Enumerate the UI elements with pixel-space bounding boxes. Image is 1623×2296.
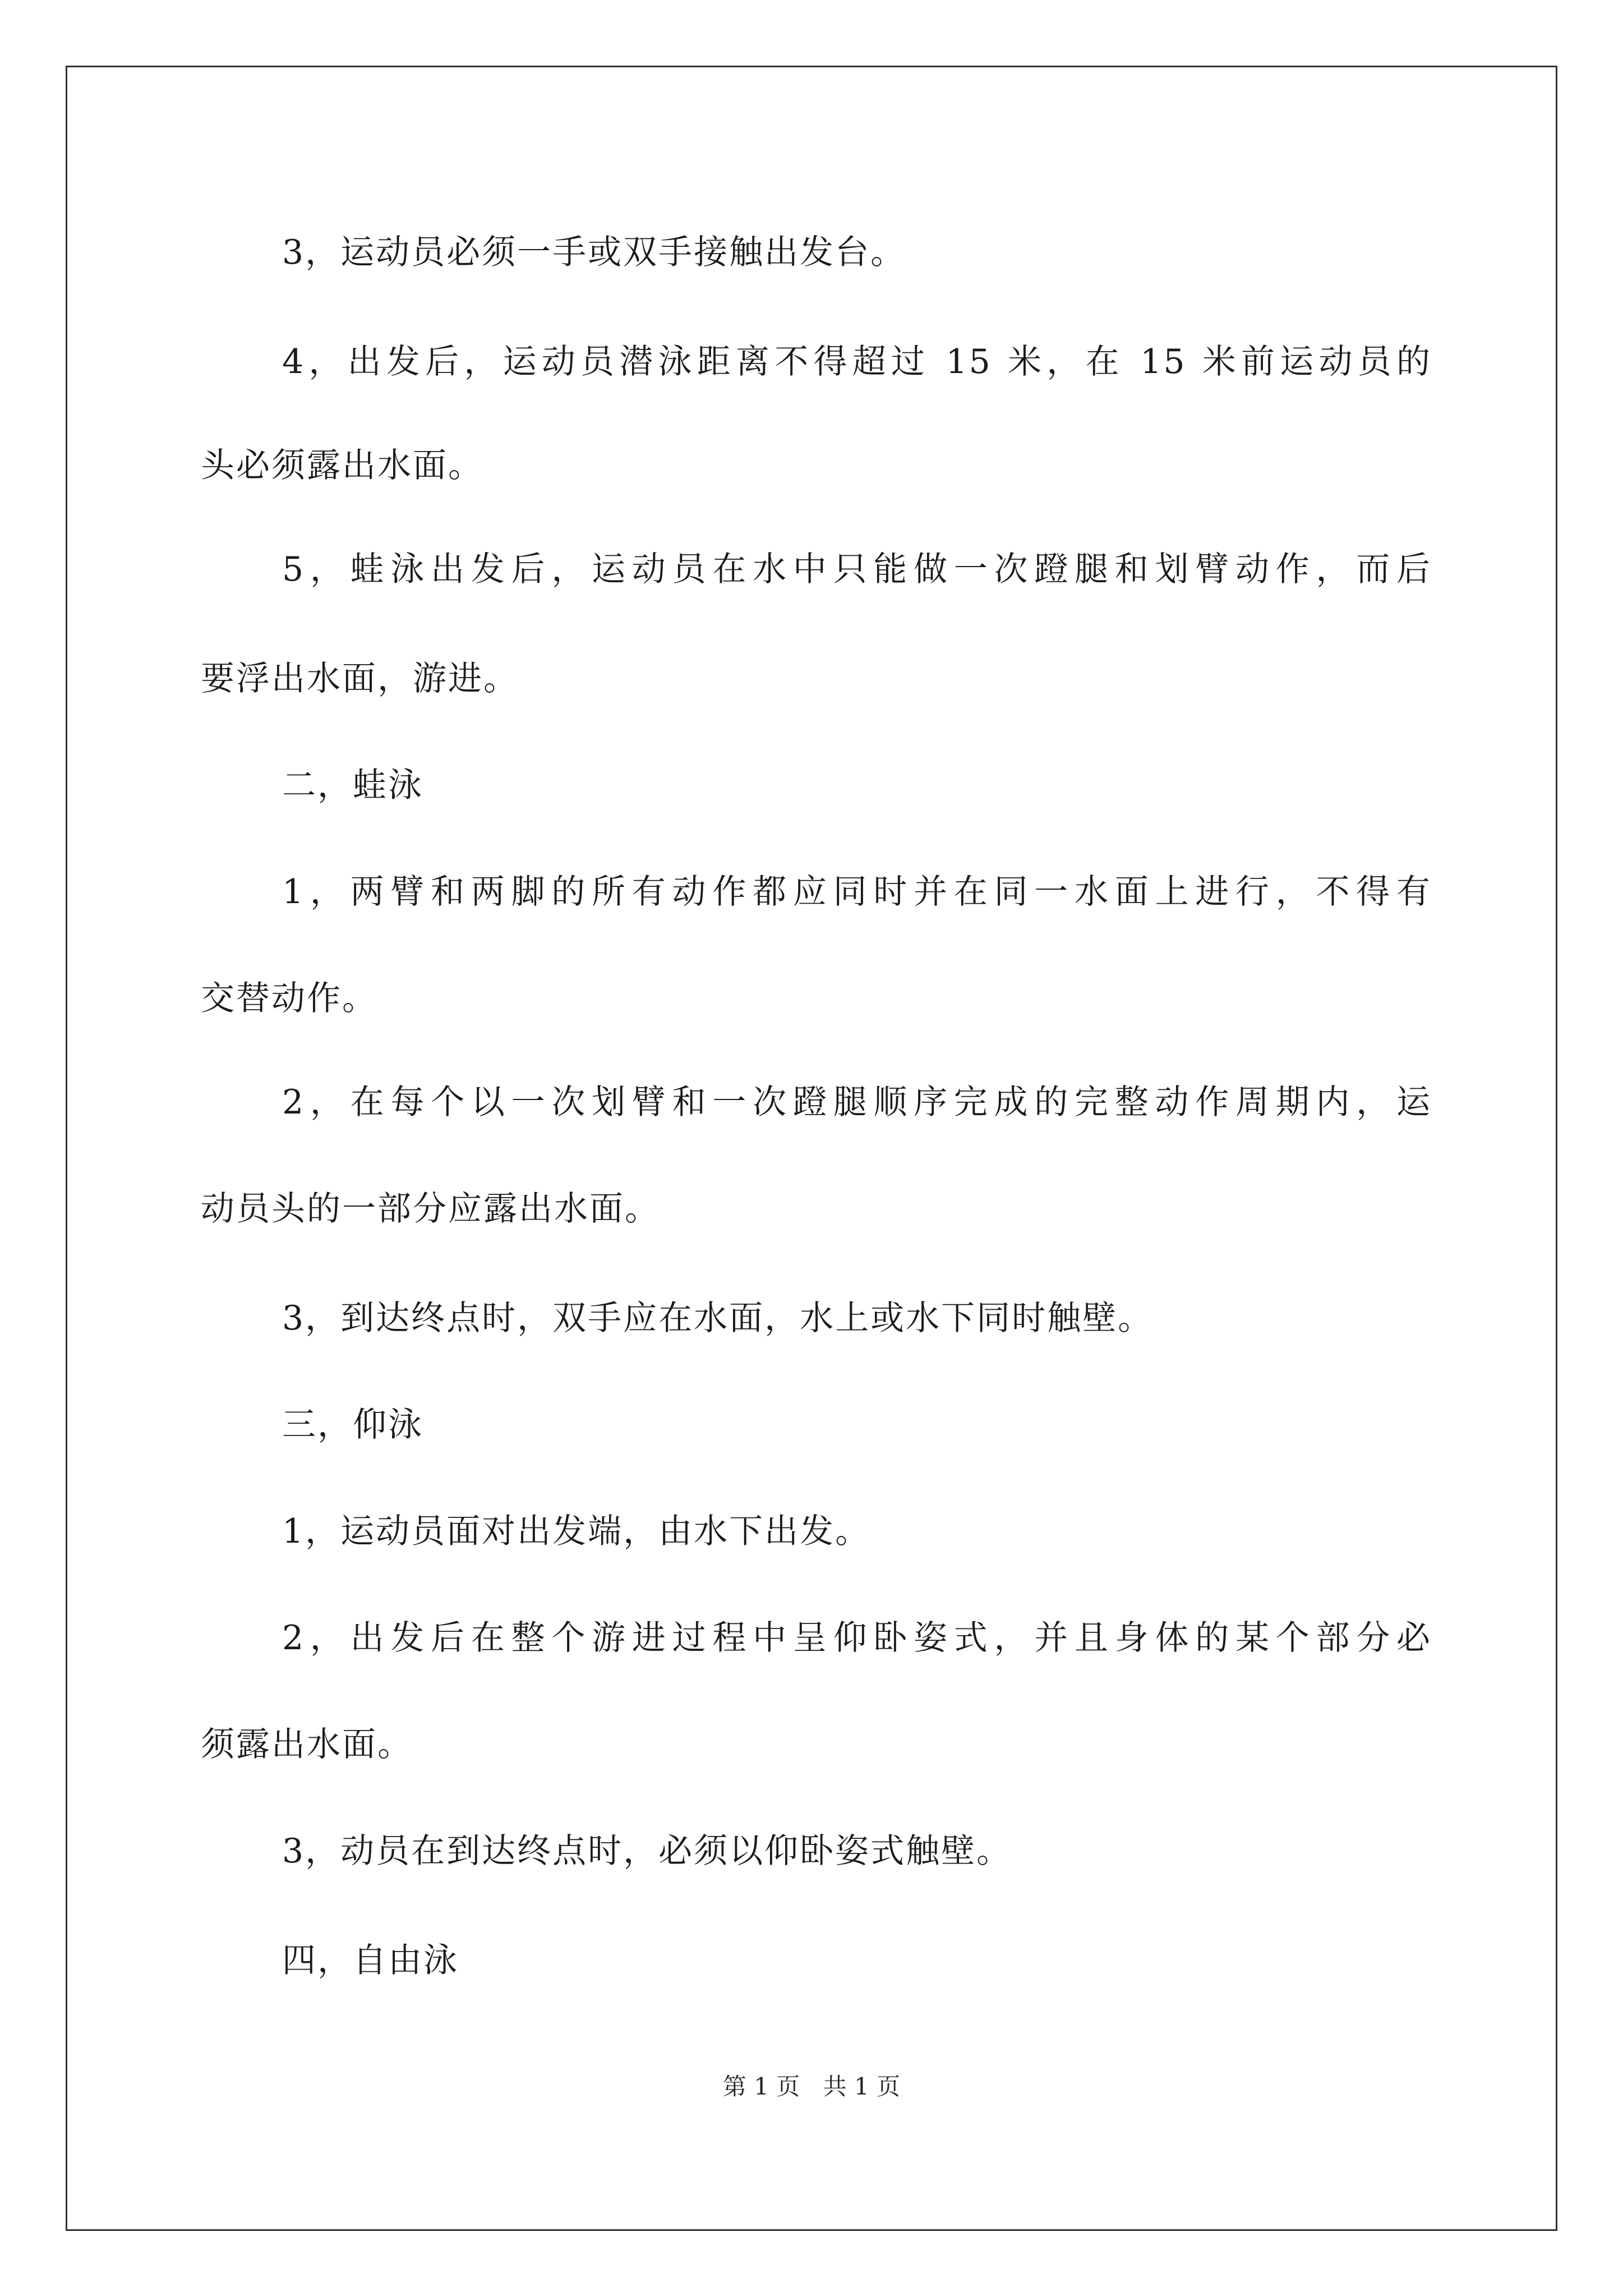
page-border (66, 66, 1557, 2231)
text-line: 要浮出水面，游进。 (201, 659, 519, 698)
page-count: 共 1 页 (823, 2073, 901, 2100)
text-line: 3，到达终点时，双手应在水面，水上或水下同时触壁。 (282, 1299, 1154, 1338)
text-line: 1，运动员面对出发端，由水下出发。 (282, 1512, 871, 1551)
page-number: 第 1 页 (722, 2073, 800, 2100)
text-line: 头必须露出水面。 (201, 446, 483, 485)
text-line: 交替动作。 (201, 979, 377, 1018)
text-line: 4，出发后，运动员潜泳距离不得超过 15 米，在 15 米前运动员的 (282, 342, 1432, 381)
text-line: 2，出发后在整个游进过程中呈仰卧姿式，并且身体的某个部分必 (282, 1618, 1432, 1658)
text-line: 5，蛙泳出发后，运动员在水中只能做一次蹬腿和划臂动作，而后 (282, 550, 1432, 589)
page-footer (0, 2070, 1623, 2104)
section-heading: 二，蛙泳 (282, 766, 423, 805)
section-heading: 四，自由泳 (282, 1941, 459, 1980)
text-line: 1，两臂和两脚的所有动作都应同时并在同一水面上进行，不得有 (282, 872, 1432, 912)
text-line: 3，动员在到达终点时，必须以仰卧姿式触壁。 (282, 1832, 1012, 1871)
text-line: 动员头的一部分应露出水面。 (201, 1189, 660, 1228)
text-line: 3，运动员必须一手或双手接触出发台。 (282, 233, 906, 272)
section-heading: 三，仰泳 (282, 1405, 423, 1444)
text-line: 2，在每个以一次划臂和一次蹬腿顺序完成的完整动作周期内，运 (282, 1083, 1432, 1122)
text-line: 须露出水面。 (201, 1725, 413, 1764)
